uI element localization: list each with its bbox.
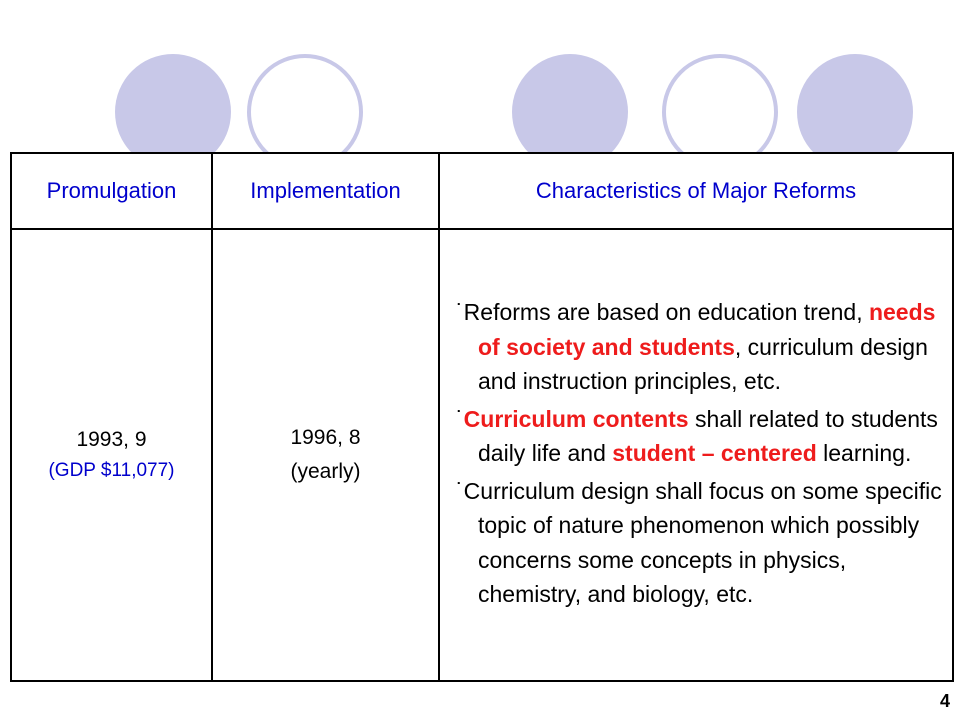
characteristic-text: Curriculum design shall focus on some specific topic of nature phenomenon which possibly concerns some concepts in physics, chemistry, and biology, etc. [463,477,942,608]
characteristic-item-2 [450,402,950,471]
characteristic-text: shall related to students daily life and [478,405,938,467]
implementation-note: (yearly) [290,460,361,483]
promulgation-date: 1993, 9 [76,428,147,451]
header-characteristics: Characteristics of Major Reforms [439,153,953,229]
characteristic-highlight: Curriculum contents [463,405,689,432]
implementation-cell [212,229,439,681]
characteristic-text: , curriculum design and instruction principles, etc. [478,333,928,395]
circle-filled-2 [512,54,628,160]
page-number: 4 [939,691,950,711]
circle-outline-2 [664,56,776,160]
circle-filled-1 [115,54,231,160]
implementation-date: 1996, 8 [290,426,361,449]
promulgation-gdp: (GDP $11,077) [48,460,175,481]
promulgation-cell [11,229,212,681]
header-implementation: Implementation [212,153,439,229]
bullet-mark: ˙ [456,299,464,326]
circle-outline-1 [249,56,361,160]
table-row [11,229,953,681]
circle-filled-3 [797,54,913,160]
bullet-mark: ˙ [456,405,464,432]
characteristic-highlight: student – centered [612,440,817,467]
header-row [11,153,953,229]
characteristic-text: Reforms are based on education trend, [463,299,869,326]
header-promulgation: Promulgation [11,153,212,229]
decorative-circles [0,40,960,160]
bullet-mark: ˙ [456,477,464,504]
characteristics-cell [439,229,953,681]
characteristic-item-3 [450,474,950,612]
characteristic-text: learning. [816,440,912,467]
characteristic-highlight: needs of society and students [478,299,936,360]
characteristic-item-1 [450,295,950,399]
reforms-table [10,152,954,682]
